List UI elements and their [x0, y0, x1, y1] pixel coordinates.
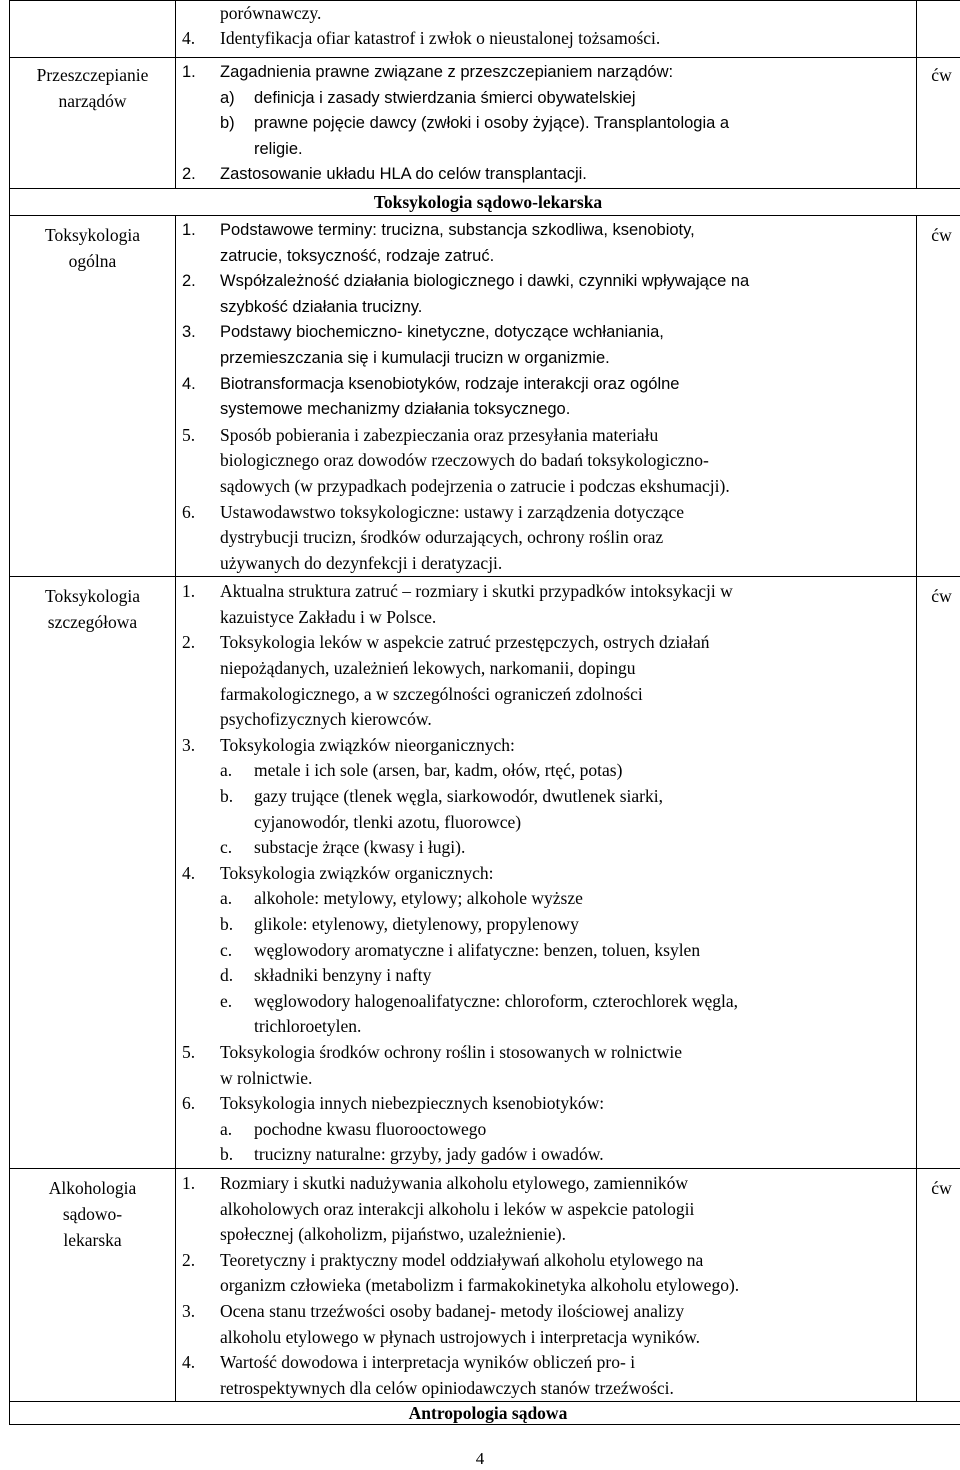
item-number: 3. [182, 1300, 196, 1321]
sub-text-line: gazy trujące (tlenek węgla, siarkowodór, dwutlenek siarki, [254, 786, 663, 807]
item-text: Zastosowanie układu HLA do celów transplantacji. [220, 165, 587, 184]
item-text-line: Aktualna struktura zatruć – rozmiary i skutki przypadków intoksykacji w [220, 581, 733, 602]
section-heading: Antropologia sądowa [10, 1402, 960, 1425]
item-text [220, 1299, 912, 1350]
section-heading: Toksykologia sądowo-lekarska [10, 188, 960, 215]
list-item [182, 861, 912, 887]
form-cell-empty [917, 1, 960, 58]
item-text [220, 423, 912, 500]
sub-letter: b. [220, 914, 234, 934]
sub-letter: a) [220, 88, 235, 107]
list-item [182, 1040, 912, 1091]
sub-item [182, 963, 912, 989]
item-text: Zagadnienia prawne związane z przeszczepianiem narządów: [220, 63, 674, 81]
sub-item [182, 912, 912, 938]
item-text-line: dystrybucji trucizn, środków odurzających, ochrony roślin oraz [220, 527, 664, 548]
item-text-line: Podstawowe terminy: trucizna, substancja szkodliwa, ksenobioty, [220, 220, 695, 239]
table-row [10, 215, 960, 576]
item-text [220, 500, 912, 577]
item-text-line: Biotransformacja ksenobiotyków, rodzaje interakcji oraz ogólne [220, 374, 680, 393]
list-item [182, 1350, 912, 1401]
item-text-line: systemowe mechanizmy działania toksycznego. [220, 400, 571, 419]
item-text-line: przemieszczania się i kumulacji trucizn w organizmie. [220, 348, 610, 367]
item-text-line: w rolnictwie. [220, 1067, 313, 1088]
item-number: 5. [182, 1041, 196, 1062]
item-number: 1. [182, 581, 196, 602]
item-text-line: alkoholu etylowego w płynach ustrojowych i interpretacja wyników. [220, 1326, 700, 1347]
item-text-line: Teoretyczny i praktyczny model oddziaływań alkoholu etylowego na [220, 1249, 704, 1270]
subject-line: ogólna [68, 250, 117, 271]
item-number: 2. [182, 272, 196, 291]
subject-line: Toksykologia [44, 586, 141, 607]
subject-line: Przeszczepianie [36, 65, 149, 85]
item-text-line: retrospektywnych dla celów opiniodawczych stanów trzeźwości. [220, 1377, 674, 1398]
item-text-line: Toksykologia środków ochrony roślin i stosowanych w rolnictwie [220, 1041, 682, 1062]
item-text-line: organizm człowieka (metabolizm i farmakokinetyka alkoholu etylowego). [220, 1275, 740, 1296]
item-text-line: niepożądanych, uzależnień lekowych, narkomanii, dopingu [220, 658, 636, 679]
subject-line: sądowo- [62, 1203, 123, 1224]
item-number: 3. [182, 323, 196, 342]
item-text-line: szybkość działania trucizny. [220, 297, 423, 316]
item-text-line: Podstawy biochemiczno- kinetyczne, dotyczące wchłaniania, [220, 323, 664, 342]
sub-text-line: cyjanowodór, tlenki azotu, fluorowce) [254, 811, 522, 832]
sub-text: węglowodory aromatyczne i alifatyczne: benzen, toluen, ksylen [254, 939, 701, 960]
item-text-line: Współzależność działania biologicznego i dawki, czynniki wpływające na [220, 272, 750, 291]
table-row [10, 1168, 960, 1401]
sub-letter: b. [220, 786, 234, 807]
sub-item [182, 111, 912, 162]
list-item [182, 423, 912, 500]
sub-letter: c. [220, 837, 233, 858]
item-text [220, 630, 912, 732]
item-text-line: Wartość dowodowa i interpretacja wyników obliczeń pro- i [220, 1352, 636, 1373]
sub-item [182, 1142, 912, 1168]
item-number: 6. [182, 501, 196, 522]
subject-cell [10, 215, 176, 576]
item-text-line: psychofizycznych kierowców. [220, 709, 432, 730]
subject-cell [10, 1168, 176, 1401]
item-text: Identyfikacja ofiar katastrof i zwłok o nieustalonej tożsamości. [220, 28, 661, 48]
item-text-line: Rozmiary i skutki nadużywania alkoholu etylowego, zamienników [220, 1172, 689, 1193]
subject-line: Toksykologia [44, 224, 141, 245]
table-row [10, 188, 960, 215]
list-item [182, 26, 912, 51]
content-cell [176, 215, 917, 576]
item-text-line: używanych do dezynfekcji i deratyzacji. [220, 552, 503, 573]
content-cell [176, 1, 917, 58]
item-number: 4. [182, 374, 196, 393]
list-item [182, 320, 912, 371]
item-text [220, 579, 912, 630]
list-item [182, 630, 912, 732]
sub-text-line: węglowodory halogenoalifatyczne: chloroform, czterochlorek węgla, [254, 990, 738, 1011]
sub-item [182, 886, 912, 912]
sub-item [182, 989, 912, 1040]
item-text [220, 372, 912, 423]
item-number: 4. [182, 1352, 196, 1373]
sub-text [254, 111, 912, 162]
sub-item [182, 758, 912, 784]
form-cell: ćw [917, 215, 960, 576]
item-number: 1. [182, 220, 196, 239]
content-cell [176, 1168, 917, 1401]
content-cell [176, 577, 917, 1169]
sub-item [182, 938, 912, 964]
sub-text: trucizny naturalne: grzyby, jady gadów i owadów. [254, 1144, 604, 1165]
item-number: 1. [182, 1172, 196, 1193]
item-text [220, 1248, 912, 1299]
sub-text-line: trichloroetylen. [254, 1016, 362, 1037]
list-item [182, 372, 912, 423]
sub-letter: a. [220, 888, 233, 909]
subject-line: Alkohologia [48, 1177, 137, 1198]
subject-cell [10, 577, 176, 1169]
table-row [10, 1, 960, 58]
list-item [182, 1171, 912, 1248]
list-item [182, 60, 912, 86]
list-item [182, 218, 912, 269]
item-number: 5. [182, 424, 196, 445]
continuation-line: porównawczy. [220, 3, 322, 23]
sub-text [254, 784, 912, 835]
sub-text: składniki benzyny i nafty [254, 965, 432, 986]
item-text [220, 218, 912, 269]
sub-letter: b) [220, 114, 235, 133]
form-cell: ćw [917, 1168, 960, 1401]
sub-text [254, 989, 912, 1040]
item-text-line: Toksykologia leków w aspekcie zatruć przestępczych, ostrych działań [220, 632, 710, 653]
item-text-line: Sposób pobierania i zabezpieczania oraz przesyłania materiału [220, 424, 659, 445]
item-text-line: Ocena stanu trzeźwości osoby badanej- metody ilościowej analizy [220, 1300, 685, 1321]
sub-text-line: prawne pojęcie dawcy (zwłoki i osoby żyjące). Transplantologia a [254, 114, 730, 133]
item-text-line: sądowych (w przypadkach podejrzenia o zatrucie i podczas ekshumacji). [220, 475, 730, 496]
list-item [182, 162, 912, 188]
subject-line: narządów [58, 91, 127, 111]
item-text-line: alkoholowych oraz interakcji alkoholu i leków w aspekcie patologii [220, 1198, 695, 1219]
sub-letter: c. [220, 939, 233, 960]
item-number: 1. [182, 63, 196, 81]
form-cell: ćw [917, 577, 960, 1169]
item-number: 2. [182, 632, 196, 653]
sub-text: definicja i zasady stwierdzania śmierci obywatelskiej [254, 88, 636, 107]
table-row [10, 58, 960, 189]
table-row [10, 577, 960, 1169]
subject-cell-empty [10, 1, 176, 58]
sub-letter: b. [220, 1144, 234, 1165]
list-item [182, 579, 912, 630]
sub-text: metale i ich sole (arsen, bar, kadm, ołów, rtęć, potas) [254, 760, 623, 781]
item-text-line: Ustawodawstwo toksykologiczne: ustawy i zarządzenia dotyczące [220, 501, 685, 522]
sub-item [182, 784, 912, 835]
form-cell: ćw [917, 58, 960, 189]
item-text: Toksykologia związków nieorganicznych: [220, 734, 515, 755]
item-text [220, 1171, 912, 1248]
item-text-line: zatrucie, toksyczność, rodzaje zatruć. [220, 246, 495, 265]
item-number: 4. [182, 862, 196, 883]
sub-text: alkohole: metylowy, etylowy; alkohole wyższe [254, 888, 583, 909]
subject-cell [10, 58, 176, 189]
sub-item [182, 86, 912, 112]
content-cell [176, 58, 917, 189]
item-text: Toksykologia innych niebezpiecznych ksenobiotyków: [220, 1093, 605, 1114]
item-text [220, 1350, 912, 1401]
sub-item [182, 1117, 912, 1143]
subject-line: lekarska [63, 1229, 122, 1250]
item-number: 2. [182, 165, 196, 184]
item-text [220, 1040, 912, 1091]
item-text-line: kazuistyce Zakładu i w Polsce. [220, 606, 437, 627]
sub-item [182, 835, 912, 861]
sub-text: substacje żrące (kwasy i ługi). [254, 837, 466, 858]
subject-line: szczegółowa [47, 612, 138, 633]
item-text [220, 269, 912, 320]
sub-letter: e. [220, 990, 233, 1011]
list-item [182, 733, 912, 759]
list-item [182, 1091, 912, 1117]
sub-text: glikole: etylenowy, dietylenowy, propylenowy [254, 914, 579, 934]
sub-letter: a. [220, 1118, 233, 1139]
list-item [182, 1248, 912, 1299]
sub-letter: a. [220, 760, 233, 781]
list-item [182, 269, 912, 320]
item-text-line: społecznej (alkoholizm, pijaństwo, uzależnienie). [220, 1224, 566, 1245]
list-item [182, 500, 912, 577]
sub-letter: d. [220, 965, 234, 986]
sub-text-line: religie. [254, 139, 303, 158]
page-number: 4 [475, 1449, 485, 1468]
item-text: Toksykologia związków organicznych: [220, 862, 494, 883]
list-item [182, 1299, 912, 1350]
table-row [10, 1402, 960, 1425]
item-number: 6. [182, 1093, 196, 1114]
item-number: 4. [182, 28, 196, 48]
sub-text: pochodne kwasu fluorooctowego [254, 1118, 487, 1139]
item-text-line: biologicznego oraz dowodów rzeczowych do badań toksykologiczno- [220, 450, 709, 471]
item-text-line: farmakologicznego, a w szczególności ograniczeń zdolności [220, 683, 643, 704]
syllabus-table [9, 0, 960, 1425]
item-number: 2. [182, 1249, 196, 1270]
item-number: 3. [182, 734, 196, 755]
item-text [220, 320, 912, 371]
